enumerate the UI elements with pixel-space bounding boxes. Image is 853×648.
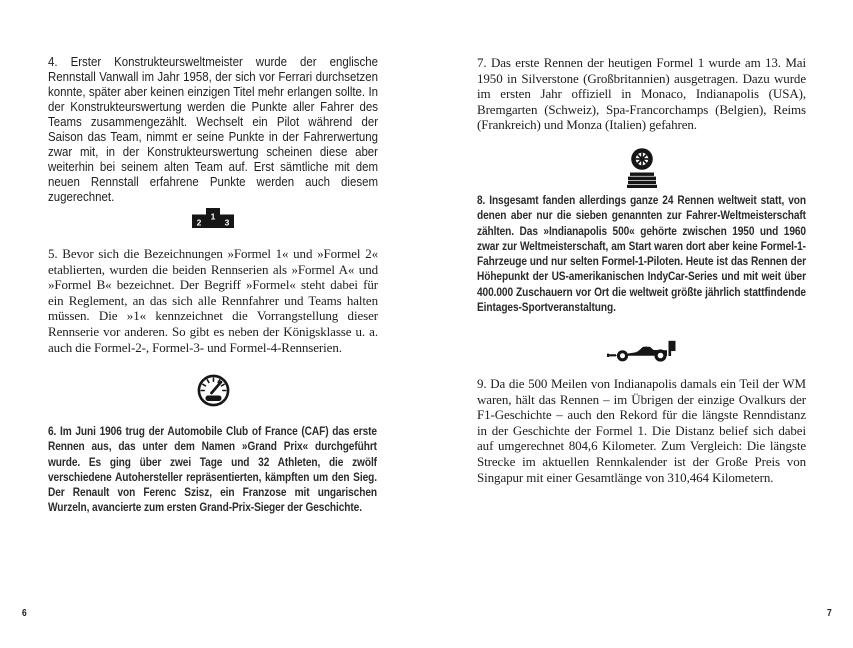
podium-icon (48, 206, 378, 228)
paragraph-4: 4. Erster Konstrukteursweltmeister wurde der englische Rennstall Vanwall im Jahr 1958, der sich vor Ferrari durchsetzen konnte, später aber keinen einzigen Titel mehr erlangen sollte. In der Konstrukteurswertung werden die Punkte aller Fahrer des Teams zusammengezählt. Wechselt ein Pilot während der Saison das Team, nimmt er seine Punkte in der Fahrerwertung zwar mit, in der Konstrukteurswertung scheinen diese aber weiterhin bei seinem alten Team auf. Erst sämtliche mit dem neuen Rennstall erfahrene Punkte werden auch diesem zugerechnet. (48, 55, 379, 204)
page-right (426, 0, 853, 648)
podium-step-3: 3 (224, 217, 230, 228)
paragraph-5: 5. Bevor sich die Bezeichnungen »Formel 1« und »Formel 2« etablierten, wurden die beiden Rennserien als »Formel A« und »Formel B« bezeichnet. Der Begriff »Formel« steht dabei für ein Reglement, an das sich alle Rennfahrer und Teams halten müssen. Die »1« kennzeichnet die Vorrangstellung dieser Rennserie vor anderen. So gibt es neben der Königsklasse u. a. auch die Formel-2-, Formel-3- und Formel-4-Rennserien. (48, 246, 378, 355)
tire-stack-icon (477, 148, 806, 188)
paragraph-8: 8. Insgesamt fanden allerdings ganze 24 Rennen weltweit statt, von denen aber nur die sieben genannten zur Fahrer-Weltmeisterschaft zählten. Das »Indianapolis 500« gehörte zwischen 1950 und 1960 zwar zur Weltmeisterschaft, am Start waren dort aber keine Formel-1-Fahrzeuge und nur selten Formel-1-Piloten. Heute ist das Rennen der Höhepunkt der US-amerikanischen IndyCar-Series und mit weit über 400.000 Zuschauern vor Ort die weltweit größte jährlich stattfindende Eintages-Sportveranstaltung. (477, 193, 806, 315)
race-car-icon (477, 339, 806, 362)
paragraph-6: 6. Im Juni 1906 trug der Automobile Club of France (CAF) das erste Rennen aus, das unter dem Namen »Grand Prix« durchgeführt wurde. Es ging über zwei Tage und 32 Athleten, die zwölf verschiedene Autohersteller repräsentierten, kämpften um den Sieg. Der Renault von Ferenc Szisz, ein Franzose mit ungarischen Wurzeln, avancierte zum ersten Grand-Prix-Sieger der Geschichte. (48, 424, 377, 515)
page-number-right: 7 (827, 608, 832, 619)
paragraph-7: 7. Das erste Rennen der heutigen Formel 1 wurde am 13. Mai 1950 in Silverstone (Großbritannien) ausgetragen. Dazu wurde im ersten Jahr offiziell in Monaco, Indianapolis (USA), Bremgarten (Schweiz), Spa-Francorchamps (Belgien), Reims (Frankreich) und Monza (Italien) gefahren. (477, 55, 806, 133)
page-number-left: 6 (22, 608, 27, 619)
podium-step-2: 2 (196, 217, 202, 228)
speedometer-icon (48, 373, 378, 408)
podium-step-1: 1 (210, 211, 216, 222)
page-left (0, 0, 426, 648)
paragraph-9: 9. Da die 500 Meilen von Indianapolis damals ein Teil der WM waren, hält das Rennen – im Übrigen der einzige Ovalkurs der F1-Geschichte – auch den Rekord für die längste Renndistanz in der Geschichte der Formel 1. Die Distanz belief sich dabei auf umgerechnet 804,6 Kilometer. Zum Vergleich: Die längste Strecke im aktuellen Rennkalender ist der Große Preis von Singapur mit einer Gesamtlänge von 310,464 Kilometern. (477, 376, 806, 485)
